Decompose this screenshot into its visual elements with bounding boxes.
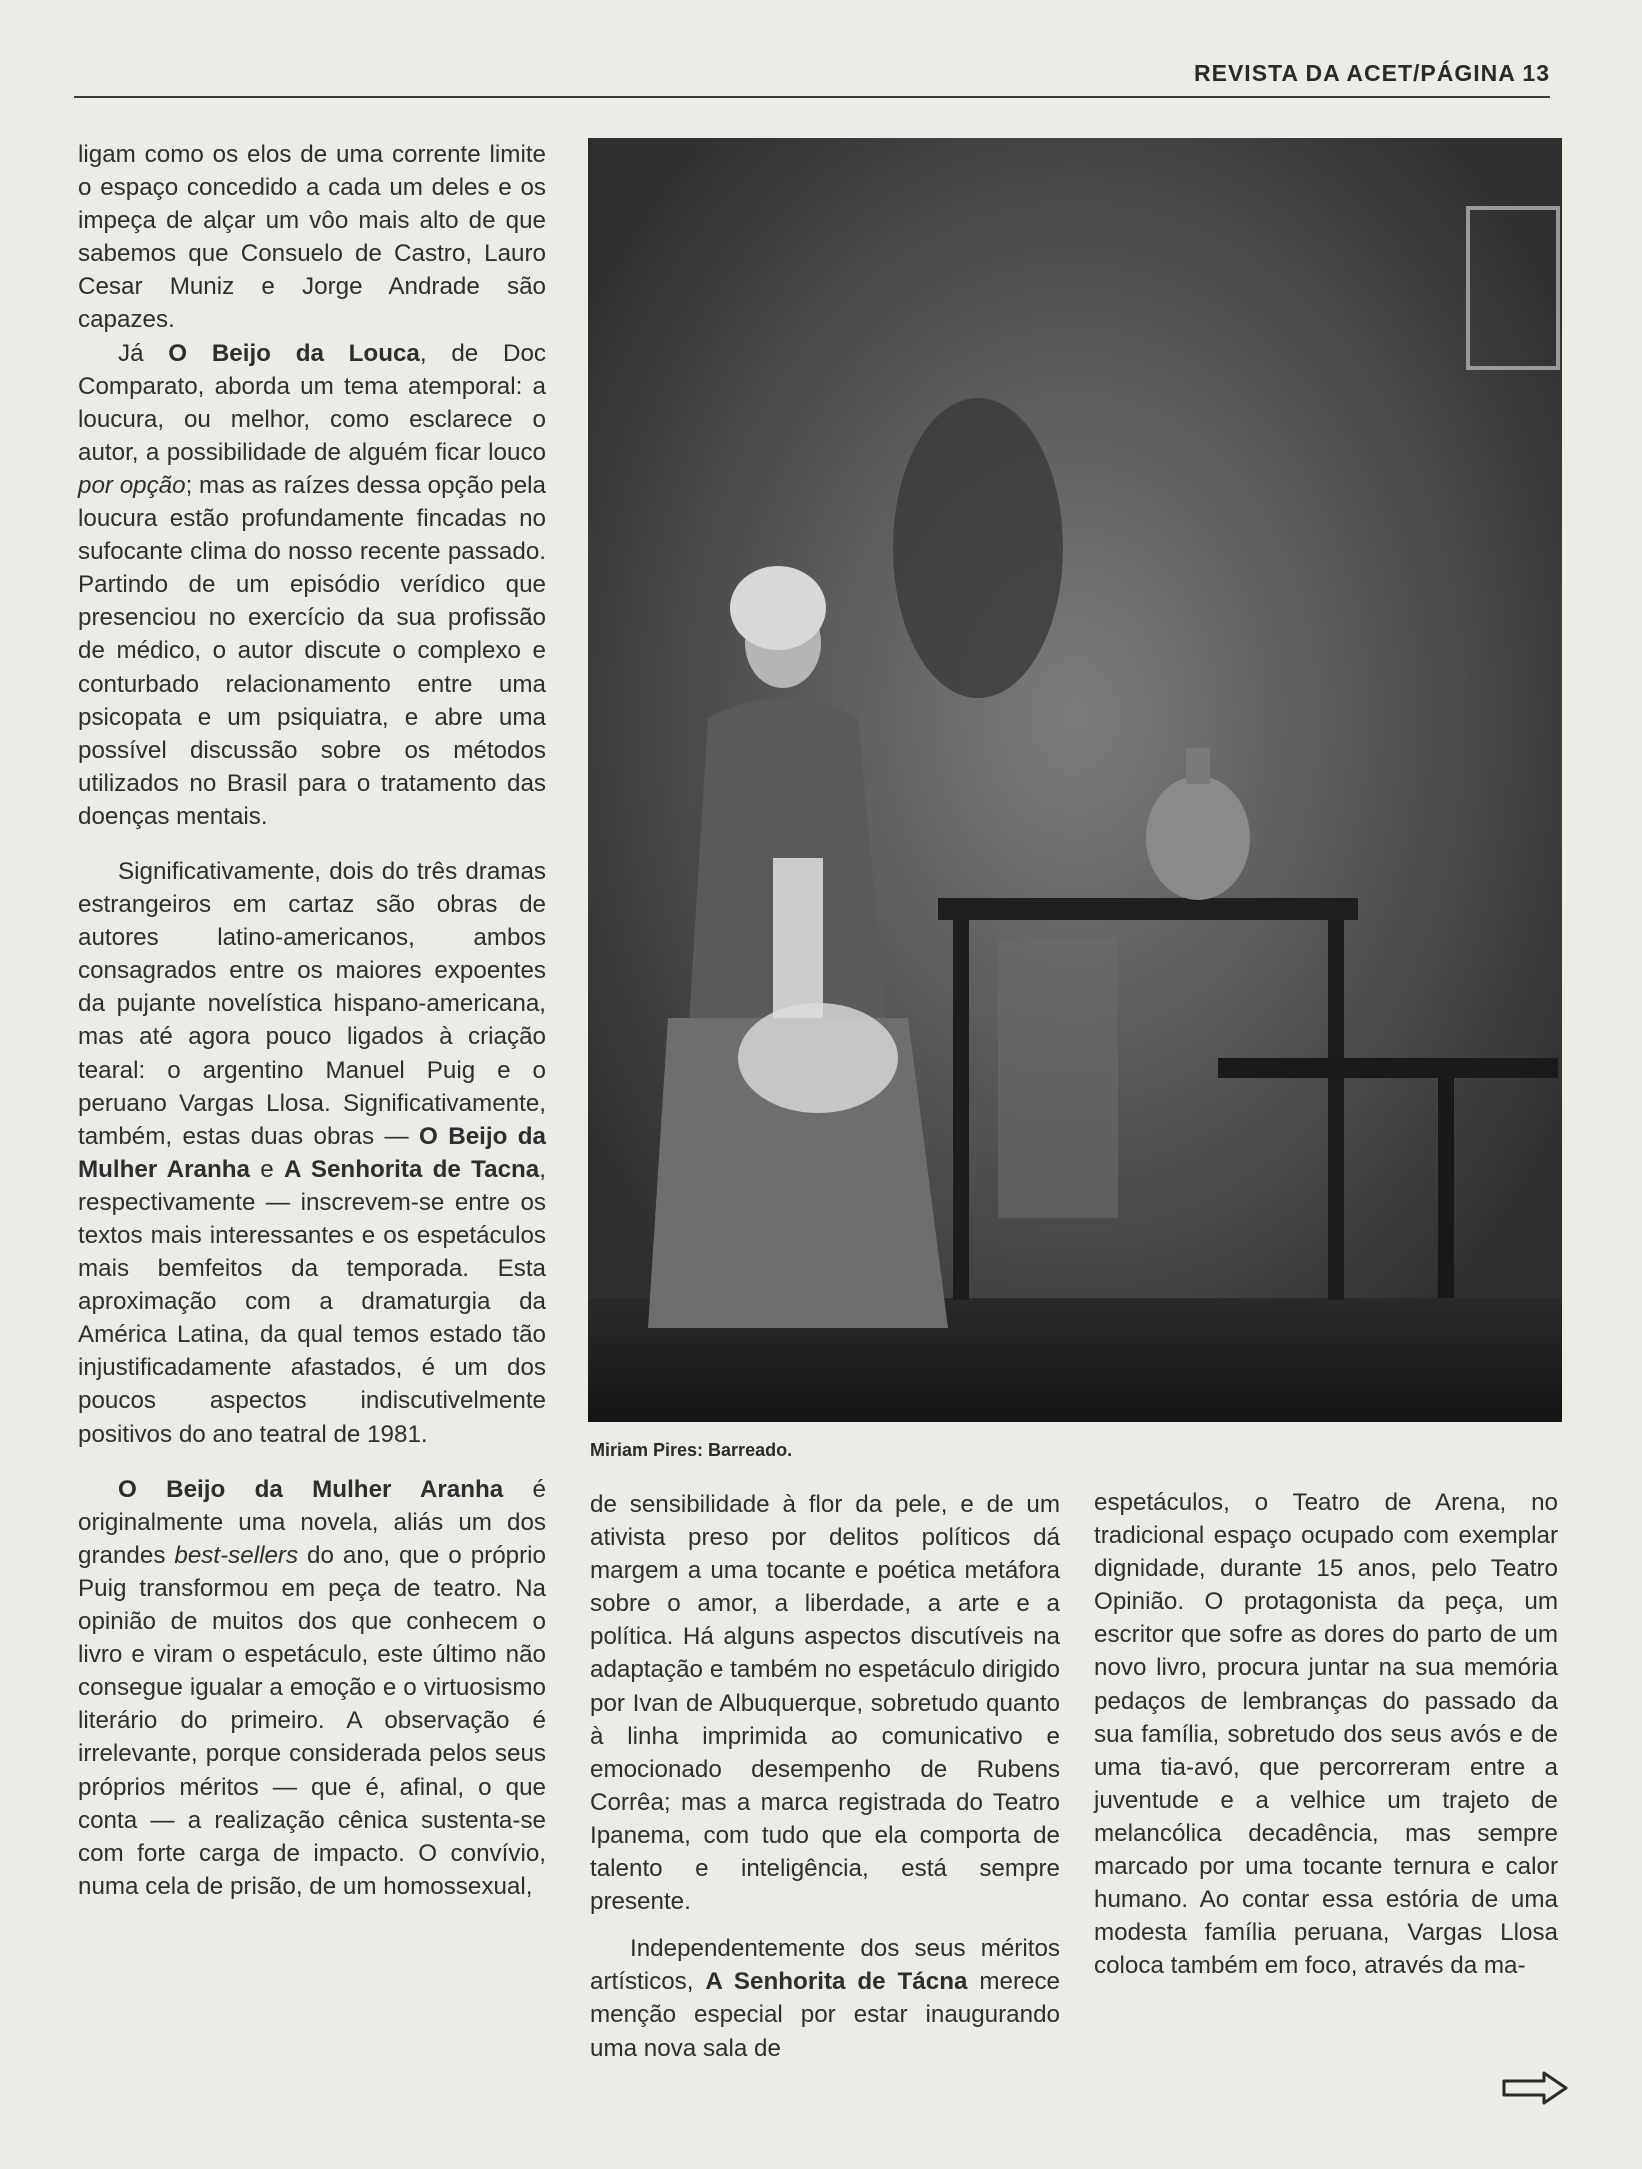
- article-column-2: [590, 1488, 1060, 2065]
- right-arrow-icon: [1500, 2070, 1570, 2106]
- page-header: REVISTA DA ACET/PÁGINA 13: [1194, 60, 1550, 86]
- stage-photo-image: [588, 138, 1562, 1422]
- play-title: A Senhorita de Tácna: [705, 1968, 968, 1996]
- play-title: A Senhorita de Tacna: [284, 1155, 540, 1183]
- article-column-1: [78, 138, 546, 1903]
- paragraph: de sensibilidade à flor da pele, e de um ativista preso por delitos políticos dá margem a uma tocante e poética metáfora sobre o amor, a liberdade, a arte e a política. Há alguns aspectos discutíveis na adaptação e também no espetáculo dirigido por Ivan de Albuquerque, sobretudo quanto à linha imprimida ao comunicativo e emocionado desempenho de Rubens Corrêa; mas a marca registrada do Teatro Ipanema, com tudo que ela comporta de talento e inteligência, está sempre presente.: [590, 1491, 1060, 1916]
- photo-caption: Miriam Pires: Barreado.: [590, 1440, 793, 1460]
- article-column-3: [1094, 1486, 1558, 1982]
- header-rule: [74, 96, 1550, 98]
- play-title: O Beijo da Mulher Aranha: [78, 1122, 546, 1183]
- play-title: O Beijo da Mulher Aranha: [118, 1475, 504, 1503]
- paragraph: espetáculos, o Teatro de Arena, no tradicional espaço ocupado com exemplar dignidade, durante 15 anos, pelo Teatro Opinião. O protagonista da peça, um escritor que sofre as dores do parto de um novo livro, procura juntar na sua memória pedaços de lembranças do passado da sua família, sobretudo dos seus avós e de uma tia-avó, que percorreram entre a juventude e a velhice um trajeto de melancólica decadência, mas sempre marcado por uma tocante ternura e calor humano. Ao contar essa estória de uma modesta família peruana, Vargas Llosa coloca também em foco, através da ma-: [1094, 1489, 1558, 1980]
- play-title: O Beijo da Louca: [168, 339, 420, 367]
- paragraph: Significativamente, dois do três dramas estrangeiros em cartaz são obras de autores latino-americanos, ambos consagrados entre os maiores expoentes da pujante novelística hispano-americana, mas até agora pouco ligados à criação tearal: o argentino Manuel Puig e o peruano Vargas Llosa. Significativamente, também, estas duas obras — O Beijo da Mulher Aranha e A Senhorita de Tacna, respectivamente — inscrevem-se entre os textos mais interessantes e os espetáculos mais bemfeitos da temporada. Esta aproximação com a dramaturgia da América Latina, da qual temos estado tão injustificadamente afastados, é um dos poucos aspectos indiscutivelmente positivos do ano teatral de 1981.: [78, 857, 546, 1448]
- paragraph: ligam como os elos de uma corrente limite o espaço concedido a cada um deles e os impeça de alçar um vôo mais alto de que sabemos que Consuelo de Castro, Lauro Cesar Muniz e Jorge Andrade são capazes.: [78, 141, 546, 334]
- stage-photo: [588, 138, 1562, 1422]
- paragraph: Já O Beijo da Louca, de Doc Comparato, aborda um tema atemporal: a loucura, ou melhor, como esclarece o autor, a possibilidade de alguém ficar louco por opção; mas as raízes dessa opção pela loucura estão profundamente fincadas no sufocante clima do nosso recente passado. Partindo de um episódio verídico que presenciou no exercício da sua profissão de médico, o autor discute o complexo e conturbado relacionamento entre uma psicopata e um psiquiatra, e abre uma possível discussão sobre os métodos utilizados no Brasil para o tratamento das doenças mentais.: [78, 339, 546, 830]
- paragraph: O Beijo da Mulher Aranha é originalmente uma novela, aliás um dos grandes best-sellers do ano, que o próprio Puig transformou em peça de teatro. Na opinião de muitos dos que conhecem o livro e viram o espetáculo, este último não consegue igualar a emoção e o virtuosismo literário do primeiro. A observação é irrelevante, porque considerada pelos seus próprios méritos — que é, afinal, o que conta — a realização cênica sustenta-se com forte carga de impacto. O convívio, numa cela de prisão, de um homossexual,: [78, 1475, 546, 1900]
- paragraph: Independentemente dos seus méritos artísticos, A Senhorita de Tácna merece menção especial por estar inaugurando uma nova sala de: [590, 1935, 1061, 2062]
